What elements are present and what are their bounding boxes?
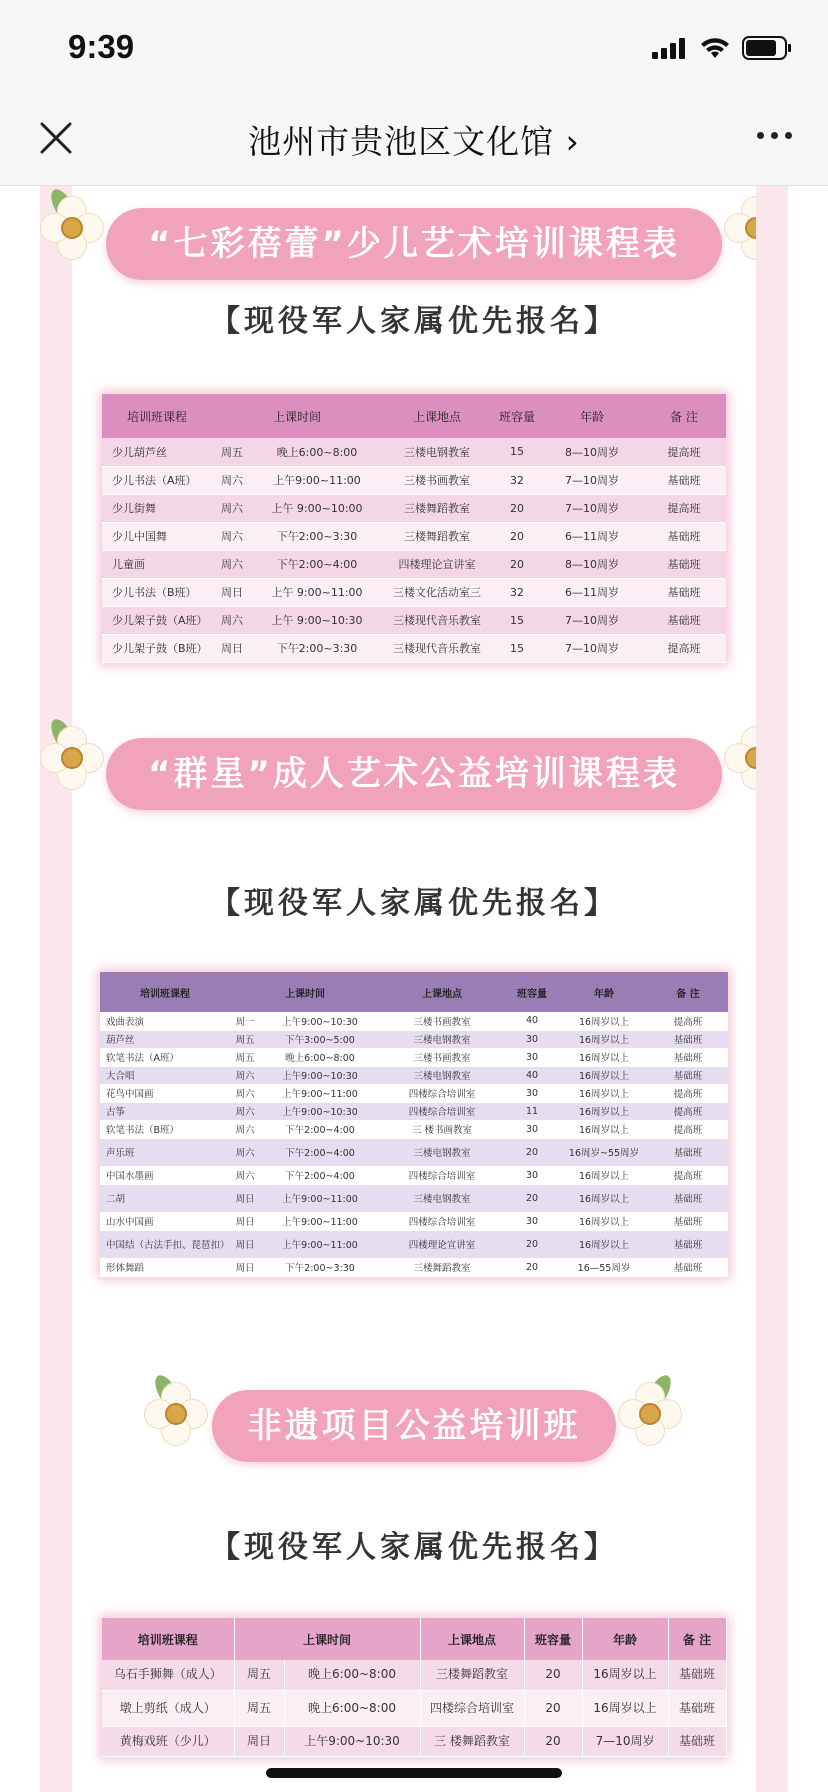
table-cell: 16周岁以上 [560,1184,648,1212]
table-cell: 下午2:00~4:00 [260,1120,380,1138]
table-cell: 16—55周岁 [560,1258,648,1276]
status-icons [652,36,792,60]
table-cell: 古筝 [100,1102,230,1120]
table-cell: 基础班 [648,1212,728,1230]
column-header: 上课时间 [230,972,380,1012]
table-cell: 乌石手狮舞（成人） [102,1660,234,1690]
section2-banner: “群星”成人艺术公益培训课程表 [106,738,722,810]
table-cell: 周日 [230,1230,260,1258]
table-cell: 上午9:00~11:00 [260,1230,380,1258]
table-cell: 基础班 [642,550,726,578]
flower-decoration-icon [40,726,104,790]
table-row [100,1258,728,1276]
table-cell: 上午 9:00~10:30 [252,606,382,634]
table-cell: 上午9:00~10:30 [260,1012,380,1030]
more-menu-icon[interactable] [757,132,792,139]
table-cell: 基础班 [648,1230,728,1258]
table-row [100,1166,728,1184]
flower-decoration-icon [40,196,104,260]
table-row [102,1726,726,1756]
table-cell: 周五 [230,1030,260,1048]
table-cell: 16周岁以上 [560,1012,648,1030]
table-cell: 周五 [234,1690,284,1726]
table-cell: 下午2:00~4:00 [252,550,382,578]
table-cell: 周六 [230,1138,260,1166]
table-cell: 墩上剪纸（成人） [102,1690,234,1726]
table-cell: 周六 [230,1102,260,1120]
table-cell: 6—11周岁 [542,522,642,550]
table-cell: 少儿架子鼓（A班） [102,606,212,634]
table-row [100,1030,728,1048]
table-cell: 上午9:00~10:30 [284,1726,420,1756]
table-cell: 提高班 [642,494,726,522]
table-cell: 周六 [212,494,252,522]
table-cell: 大合唱 [100,1066,230,1084]
table-cell: 三楼电钢教室 [380,1138,504,1166]
table-cell: 晚上6:00~8:00 [284,1690,420,1726]
column-header: 上课时间 [234,1618,420,1660]
table-cell: 16周岁以上 [560,1212,648,1230]
table-cell: 下午2:00~4:00 [260,1166,380,1184]
table-cell: 提高班 [648,1120,728,1138]
table-cell: 上午9:00~11:00 [260,1212,380,1230]
table-row [102,550,726,578]
table-cell: 上午9:00~11:00 [260,1184,380,1212]
table-cell: 上午9:00~11:00 [252,466,382,494]
table-cell: 15 [492,606,542,634]
table-cell: 下午2:00~4:00 [260,1138,380,1166]
table-cell: 儿童画 [102,550,212,578]
table-cell: 7—10周岁 [542,466,642,494]
table-cell: 16周岁以上 [560,1066,648,1084]
table-cell: 11 [504,1102,560,1120]
table-cell: 周六 [230,1084,260,1102]
table-row [102,634,726,662]
table-cell: 三楼现代音乐教室 [382,606,492,634]
section1-table [102,394,726,663]
table-cell: 提高班 [648,1012,728,1030]
table-cell: 四楼理论宣讲室 [380,1230,504,1258]
section2-subtitle: 【现役军人家属优先报名】 [210,886,618,921]
flower-decoration-icon [724,726,788,790]
table-row [100,1212,728,1230]
table-cell: 三楼书画教室 [382,466,492,494]
section3-table [102,1618,726,1757]
table-cell: 周日 [230,1258,260,1276]
status-bar [0,0,828,90]
table-row [100,1084,728,1102]
section1-subtitle: 【现役军人家属优先报名】 [210,304,618,339]
table-row [102,522,726,550]
table-cell: 基础班 [648,1138,728,1166]
table-cell: 少儿书法（A班） [102,466,212,494]
table-cell: 三楼书画教室 [380,1048,504,1066]
chevron-right-icon: › [565,122,580,161]
table-cell: 上午 9:00~11:00 [252,578,382,606]
table-cell: 四楼综合培训室 [380,1212,504,1230]
table-cell: 中国水墨画 [100,1166,230,1184]
table-cell: 提高班 [642,438,726,466]
table-cell: 7—10周岁 [542,494,642,522]
table-cell: 8—10周岁 [542,550,642,578]
table-cell: 三楼舞蹈教室 [420,1660,524,1690]
table-cell: 7—10周岁 [542,606,642,634]
table-cell: 8—10周岁 [542,438,642,466]
table-cell: 周日 [212,578,252,606]
table-cell: 20 [524,1726,582,1756]
table-cell: 下午2:00~3:30 [252,522,382,550]
column-header: 备 注 [642,394,726,438]
table-cell: 30 [504,1166,560,1184]
table-cell: 16周岁以上 [560,1166,648,1184]
nav-bar [0,90,828,186]
table-row [102,1690,726,1726]
table-cell: 上午9:00~10:30 [260,1066,380,1084]
table-cell: 基础班 [668,1690,726,1726]
table-cell: 声乐班 [100,1138,230,1166]
table-cell: 少儿中国舞 [102,522,212,550]
table-cell: 周日 [234,1726,284,1756]
table-row [100,1138,728,1166]
table-cell: 上午9:00~11:00 [260,1084,380,1102]
table-cell: 周日 [230,1212,260,1230]
table-cell: 四楼综合培训室 [380,1084,504,1102]
table-row [102,466,726,494]
table-cell: 基础班 [648,1066,728,1084]
table-cell: 20 [504,1230,560,1258]
table-cell: 20 [524,1660,582,1690]
table-cell: 形体舞蹈 [100,1258,230,1276]
column-header: 培训班课程 [100,972,230,1012]
table-cell: 周日 [230,1184,260,1212]
table-cell: 晚上6:00~8:00 [252,438,382,466]
table-cell: 基础班 [648,1048,728,1066]
table-cell: 中国结（古法手扣、琵琶扣） [100,1230,230,1258]
column-header: 班容量 [492,394,542,438]
column-header: 年龄 [560,972,648,1012]
table-cell: 三楼舞蹈教室 [380,1258,504,1276]
table-cell: 20 [504,1138,560,1166]
table-cell: 周六 [230,1066,260,1084]
table-cell: 上午 9:00~10:00 [252,494,382,522]
table-cell: 20 [492,522,542,550]
flower-decoration-icon [144,1382,208,1446]
table-cell: 提高班 [642,634,726,662]
table-cell: 20 [492,494,542,522]
flower-decoration-icon [724,196,788,260]
table-cell: 三 楼舞蹈教室 [420,1726,524,1756]
table-cell: 30 [504,1030,560,1048]
column-header: 备 注 [668,1618,726,1660]
table-cell: 四楼理论宣讲室 [382,550,492,578]
table-row [100,1066,728,1084]
table-cell: 少儿架子鼓（B班） [102,634,212,662]
column-header: 班容量 [504,972,560,1012]
table-cell: 周六 [212,550,252,578]
section2-table [100,972,728,1277]
table-cell: 周五 [234,1660,284,1690]
table-cell: 三楼电钢教室 [380,1184,504,1212]
table-cell: 二胡 [100,1184,230,1212]
table-cell: 四楼综合培训室 [380,1166,504,1184]
table-cell: 32 [492,578,542,606]
table-cell: 三楼现代音乐教室 [382,634,492,662]
table-cell: 基础班 [668,1726,726,1756]
table-cell: 下午3:00~5:00 [260,1030,380,1048]
table-cell: 山水中国画 [100,1212,230,1230]
table-row [102,606,726,634]
section3-subtitle: 【现役军人家属优先报名】 [210,1530,618,1565]
table-cell: 周五 [230,1048,260,1066]
table-cell: 16周岁~55周岁 [560,1138,648,1166]
column-header: 上课地点 [420,1618,524,1660]
table-cell: 三楼舞蹈教室 [382,494,492,522]
table-cell: 30 [504,1212,560,1230]
table-cell: 下午2:00~3:30 [260,1258,380,1276]
section3-banner: 非遗项目公益培训班 [212,1390,616,1462]
table-cell: 15 [492,634,542,662]
article-body[interactable] [40,186,788,1792]
table-cell: 少儿书法（B班） [102,578,212,606]
account-title-text: 池州市贵池区文化馆 [248,122,555,161]
table-cell: 四楼综合培训室 [380,1102,504,1120]
table-cell: 15 [492,438,542,466]
table-cell: 20 [492,550,542,578]
table-cell: 16周岁以上 [560,1230,648,1258]
column-header: 培训班课程 [102,394,212,438]
table-row [100,1120,728,1138]
table-cell: 葫芦丝 [100,1030,230,1048]
table-cell: 30 [504,1084,560,1102]
table-row [102,438,726,466]
table-cell: 上午9:00~10:30 [260,1102,380,1120]
home-indicator[interactable] [266,1768,562,1778]
table-cell: 基础班 [642,606,726,634]
table-cell: 16周岁以上 [560,1102,648,1120]
table-cell: 三楼电钢教室 [380,1066,504,1084]
table-cell: 软笔书法（B班） [100,1120,230,1138]
table-cell: 周六 [212,606,252,634]
table-cell: 16周岁以上 [560,1120,648,1138]
table-cell: 40 [504,1066,560,1084]
column-header: 班容量 [524,1618,582,1660]
section1-banner: “七彩蓓蕾”少儿艺术培训课程表 [106,208,722,280]
table-cell: 基础班 [642,578,726,606]
table-cell: 四楼综合培训室 [420,1690,524,1726]
table-cell: 三楼电钢教室 [382,438,492,466]
table-cell: 周六 [212,466,252,494]
table-cell: 周六 [230,1166,260,1184]
table-row [102,1660,726,1690]
table-cell: 三 楼书画教室 [380,1120,504,1138]
table-cell: 周五 [212,438,252,466]
table-cell: 花鸟中国画 [100,1084,230,1102]
table-cell: 16周岁以上 [560,1030,648,1048]
table-row [100,1048,728,1066]
table-row [100,1184,728,1212]
column-header: 备 注 [648,972,728,1012]
table-cell: 30 [504,1120,560,1138]
table-cell: 下午2:00~3:30 [252,634,382,662]
table-cell: 周六 [230,1120,260,1138]
flower-decoration-icon [618,1382,682,1446]
table-cell: 基础班 [648,1258,728,1276]
table-cell: 周日 [212,634,252,662]
table-cell: 提高班 [648,1102,728,1120]
table-row [100,1012,728,1030]
table-cell: 软笔书法（A班） [100,1048,230,1066]
table-cell: 三楼电钢教室 [380,1030,504,1048]
table-cell: 16周岁以上 [560,1084,648,1102]
table-cell: 基础班 [648,1184,728,1212]
table-cell: 晚上6:00~8:00 [284,1660,420,1690]
table-cell: 40 [504,1012,560,1030]
table-cell: 少儿街舞 [102,494,212,522]
table-row [102,578,726,606]
table-cell: 三楼文化活动室三 [382,578,492,606]
table-cell: 30 [504,1048,560,1066]
table-row [100,1102,728,1120]
table-cell: 提高班 [648,1166,728,1184]
table-cell: 32 [492,466,542,494]
battery-icon [742,36,792,60]
column-header: 年龄 [582,1618,668,1660]
column-header: 上课地点 [382,394,492,438]
signal-icon [652,37,688,59]
table-cell: 基础班 [642,522,726,550]
table-cell: 戏曲表演 [100,1012,230,1030]
table-cell: 7—10周岁 [582,1726,668,1756]
column-header: 上课地点 [380,972,504,1012]
table-cell: 基础班 [648,1030,728,1048]
column-header: 培训班课程 [102,1618,234,1660]
table-cell: 少儿葫芦丝 [102,438,212,466]
table-cell: 提高班 [648,1084,728,1102]
table-cell: 16周岁以上 [560,1048,648,1066]
table-cell: 基础班 [668,1660,726,1690]
table-cell: 20 [504,1258,560,1276]
table-row [100,1230,728,1258]
table-cell: 三楼舞蹈教室 [382,522,492,550]
table-cell: 黄梅戏班（少儿） [102,1726,234,1756]
table-cell: 周一 [230,1012,260,1030]
table-row [102,494,726,522]
table-cell: 三楼书画教室 [380,1012,504,1030]
table-cell: 周六 [212,522,252,550]
table-cell: 16周岁以上 [582,1690,668,1726]
status-time: 9:39 [68,28,135,65]
table-cell: 6—11周岁 [542,578,642,606]
table-cell: 基础班 [642,466,726,494]
table-cell: 7—10周岁 [542,634,642,662]
wifi-icon [700,37,730,59]
account-title[interactable] [0,116,828,163]
column-header: 上课时间 [212,394,382,438]
table-cell: 20 [504,1184,560,1212]
table-cell: 16周岁以上 [582,1660,668,1690]
table-cell: 20 [524,1690,582,1726]
column-header: 年龄 [542,394,642,438]
table-cell: 晚上6:00~8:00 [260,1048,380,1066]
